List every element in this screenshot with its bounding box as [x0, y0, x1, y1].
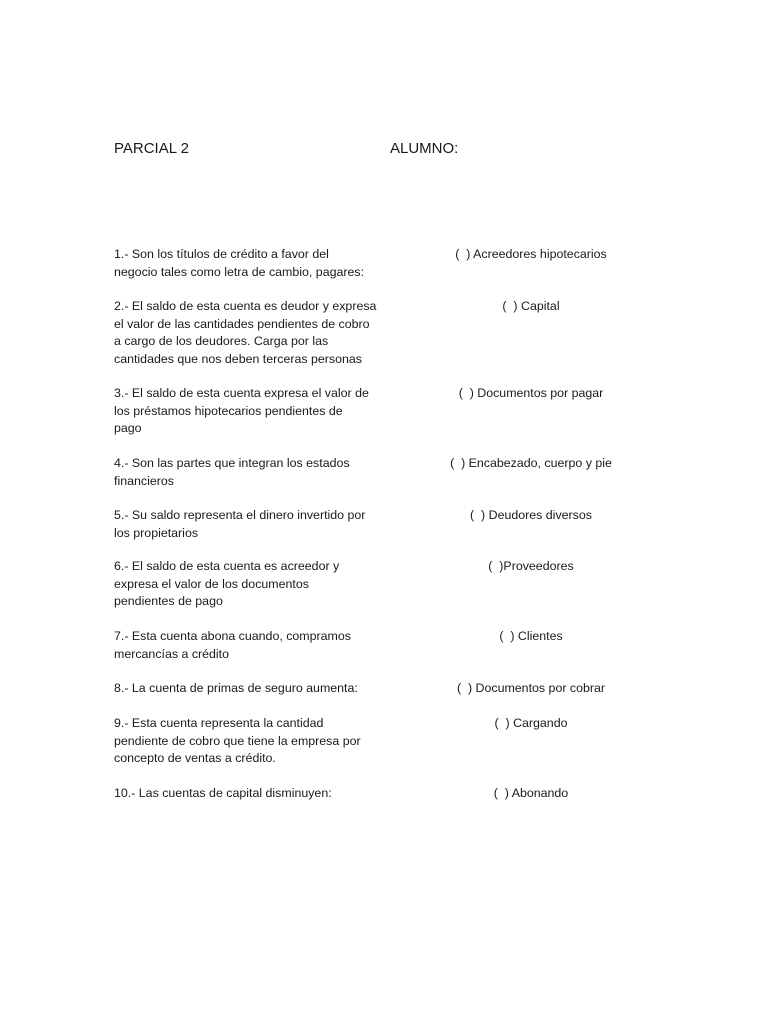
answer-option: ( ) Documentos por pagar	[458, 386, 604, 400]
question-text: 9.- Esta cuenta representa la cantidad pendiente de cobro que tiene la empresa por concepto de ventas a crédito.	[114, 716, 361, 765]
answer-option: ( ) Documentos por cobrar	[456, 681, 606, 695]
question-text: 3.- El saldo de esta cuenta expresa el valor de los préstamos hipotecarios pendientes de pago	[114, 386, 369, 435]
question-text: 7.- Esta cuenta abona cuando, compramos mercancías a crédito	[114, 629, 351, 661]
answer-option: ( ) Cargando	[494, 716, 568, 730]
question-text: 10.- Las cuentas de capital disminuyen:	[114, 786, 332, 800]
answer-option: ( ) Capital	[502, 299, 560, 313]
student-label: ALUMNO:	[390, 140, 459, 157]
answer-option: ( ) Acreedores hipotecarios	[455, 247, 607, 261]
question-text: 6.- El saldo de esta cuenta es acreedor y expresa el valor de los documentos pendientes de pago	[114, 559, 340, 608]
answer-option: ( ) Encabezado, cuerpo y pie	[450, 456, 612, 470]
answer-option: ( ) Deudores diversos	[470, 508, 592, 522]
question-text: 1.- Son los títulos de crédito a favor del negocio tales como letra de cambio, pagares:	[114, 247, 365, 279]
question-text: 4.- Son las partes que integran los estados financieros	[114, 456, 350, 488]
exam-header	[114, 140, 674, 160]
question-text: 8.- La cuenta de primas de seguro aumenta:	[114, 681, 358, 695]
answer-option: ( ) Clientes	[499, 629, 563, 643]
question-text: 5.- Su saldo representa el dinero invertido por los propietarios	[114, 508, 366, 540]
question-text: 2.- El saldo de esta cuenta es deudor y expresa el valor de las cantidades pendientes de cobro a cargo de los deudores. Carga por las cantidades que nos deben terceras personas	[114, 299, 377, 366]
answer-option: ( ) Abonando	[493, 786, 569, 800]
exam-title: PARCIAL 2	[114, 140, 190, 157]
answer-option: ( )Proveedores	[488, 559, 574, 573]
